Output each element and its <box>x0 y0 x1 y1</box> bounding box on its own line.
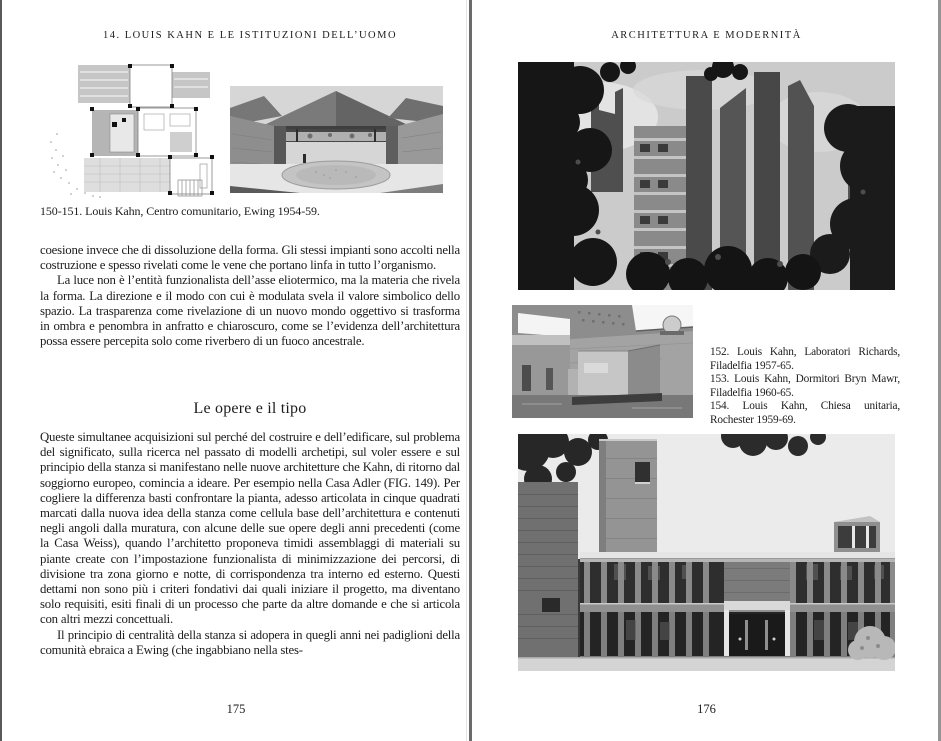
photo-courtyard <box>230 86 443 193</box>
page-number-left: 175 <box>226 702 246 716</box>
figure-caption: 150-151. Louis Kahn, Centro comunitario, Ewing 1954-59. <box>40 204 320 218</box>
paragraph: La luce non è l’entità funzionalista dell’asse eliotermico, ma la materia che rivela la forma. La direzione e il modo con cui è modulata svela il valore simbolico dello spazio. La trasparenza come rivelazione di un nuovo mondo oggettivo si trasforma in ombra e penombra in anfratto e chiaroscuro, come se l’evidenza dell’architettura possa essere percepita solo come riverbero di un fuoco ancestrale. <box>40 273 460 349</box>
body-text-lower <box>40 430 460 658</box>
caption-block <box>710 346 900 428</box>
photo-interior <box>512 305 693 418</box>
figure-plan-drawing <box>48 62 216 199</box>
paragraph: coesione invece che di dissoluzione della forma. Gli stessi impianti sono accolti nella costruzione e spesso rivelati come le vene che portano linfa in tutto l’organismo. <box>40 243 460 273</box>
gutter-line <box>469 0 472 741</box>
caption-152: 152. Louis Kahn, Laboratori Richards, Filadelfia 1957-65. <box>710 346 900 372</box>
body-text-upper <box>40 243 460 349</box>
caption-153: 153. Louis Kahn, Dormitori Bryn Mawr, Filadelfia 1960-65. <box>710 373 900 399</box>
caption-154: 154. Louis Kahn, Chiesa unitaria, Rochester 1959-69. <box>710 400 900 426</box>
page-edge-left <box>0 0 2 741</box>
page-number-right: 176 <box>697 702 716 716</box>
photo-brick-facade <box>518 434 895 671</box>
gutter-shadow <box>466 0 467 741</box>
section-heading: Le opere e il tipo <box>193 400 307 417</box>
running-head-left: 14. LOUIS KAHN E LE ISTITUZIONI DELL’UOMO <box>102 30 398 41</box>
running-head-right: ARCHITETTURA E MODERNITÀ <box>611 30 802 41</box>
photo-towers <box>518 62 895 290</box>
paragraph: Queste simultanee acquisizioni sul perché del costruire e dell’edificare, sul problema del significato, sulla ricerca nel passato di modelli archetipi, sul voler essere e sul principio della stanza si manifestano nelle nuove architetture che Kahn, di ritorno dal soggiorno europeo, comincia a ideare. Per esempio nella Casa Adler (FIG. 149). Per cogliere la differenza basti confrontare la pianta, adesso articolata in cinque quadrati marcati dalla nuova idea della stanza come cellula base dell’architettura e contenuti negli angoli dalla muratura, con alcune delle sue opere degli anni precedenti (come la Casa Weiss), quando l’architetto proponeva timidi assemblaggi di materiali su piante create con l’impostazione funzionalista di minimizzazione dei percorsi, di divisione tra zona giorno e notte, di corrispondenza tra interno ed esterno. Questi dettami non sono più i criteri fondativi dai quali iniziare il progetto, ma diventano solo requisiti, esiti finali di un processo che parte da altre domande e che si articola con altri mezzi concettuali. <box>40 430 460 627</box>
paragraph: Il principio di centralità della stanza si adopera in quegli anni nei padiglioni della comunità ebraica a Ewing (che ingabbiano nella stes- <box>40 627 460 657</box>
